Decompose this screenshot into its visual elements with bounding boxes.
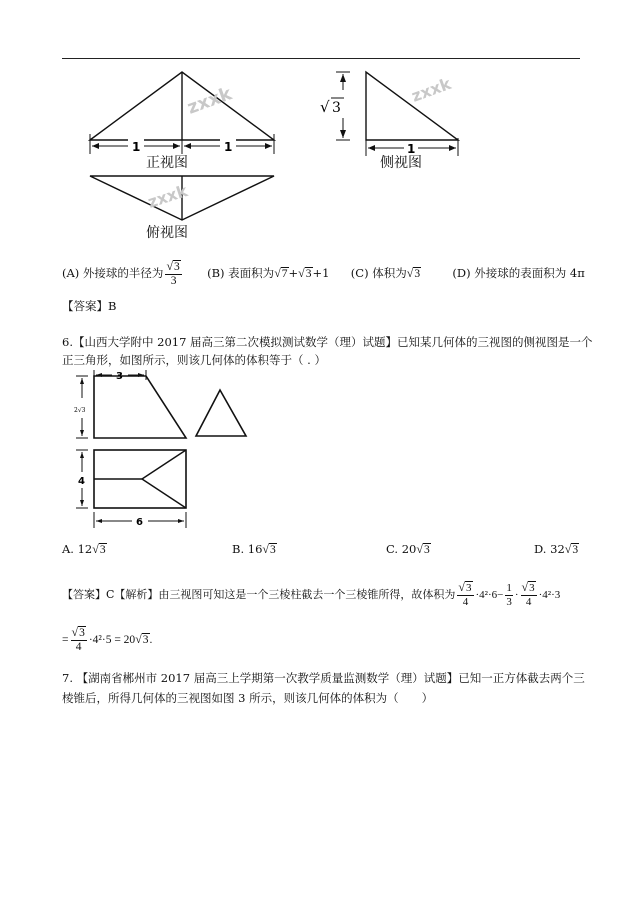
- q5-option-c: (C) 体积为√3: [350, 266, 421, 280]
- q5-option-d: (D) 外接球的表面积为 4π: [452, 266, 585, 280]
- svg-text:zxxk: zxxk: [145, 181, 190, 212]
- q6-option-c: C. 20√3: [386, 542, 430, 556]
- top-view-label: 俯视图: [146, 225, 188, 241]
- dim-side-label: 1: [407, 142, 416, 156]
- height-radicand: 3: [332, 100, 341, 116]
- watermark: zxxk: [184, 83, 235, 119]
- svg-text:√: √: [320, 98, 330, 116]
- q7-stem-line2: 棱锥后，所得几何体的三视图如图 3 所示，则该几何体的体积为（ ）: [62, 691, 434, 705]
- q6-dim-bottom: 6: [136, 517, 143, 528]
- q5-options: [62, 256, 585, 290]
- q6-three-view-figure: [68, 368, 268, 534]
- header-rule: [62, 58, 580, 59]
- q7-stem-line1: 7. 【湖南省郴州市 2017 届高三上学期第一次教学质量监测数学（理）试题】已知一正方体截去两个三: [62, 671, 585, 685]
- q6-dim-left-bottom: 4: [78, 476, 85, 487]
- side-view-label: 侧视图: [380, 155, 422, 171]
- dim-right-label: 1: [224, 140, 233, 154]
- q5-option-b: (B) 表面积为√7+√3+1: [207, 266, 330, 280]
- svg-text:zxxk: zxxk: [408, 74, 454, 106]
- q6-dim-left-top: 2√3: [74, 407, 86, 414]
- q6-option-d: D. 32√3: [534, 542, 579, 556]
- dim-left-label: 1: [132, 140, 141, 154]
- q5-answer: 【答案】B: [62, 299, 117, 313]
- q6-option-a: A. 12√3: [62, 542, 106, 556]
- q6-option-b: B. 16√3: [232, 542, 276, 556]
- q5-option-a: (A) 外接球的半径为 $\frac{√3}{3}$: [62, 259, 180, 287]
- front-view-label: 正视图: [146, 155, 188, 171]
- side-view-figure: [318, 62, 478, 162]
- q6-stem-line2: 正三角形，如图所示，则该几何体的体积等于（ . ）: [62, 353, 326, 367]
- top-view-figure: [80, 170, 290, 230]
- q6-dim-top: 3: [116, 371, 123, 382]
- q6-solution-line1: 【答案】C【解析】由三视图可知这是一个三棱柱截去一个三棱锥所得，故体积为 $\frac{√3}{4}$ ·4²·6− $\frac{1}{3}$ · $\frac{√3}{4}$ ·4²·3: [62, 580, 561, 608]
- q6-solution-line2: = $\frac{√3}{4}$ ·4²·5 = 20√3.: [62, 625, 153, 654]
- q6-stem-line1: 6.【山西大学附中 2017 届高三第二次模拟测试数学（理）试题】已知某几何体的三视图的侧视图是一个: [62, 335, 593, 349]
